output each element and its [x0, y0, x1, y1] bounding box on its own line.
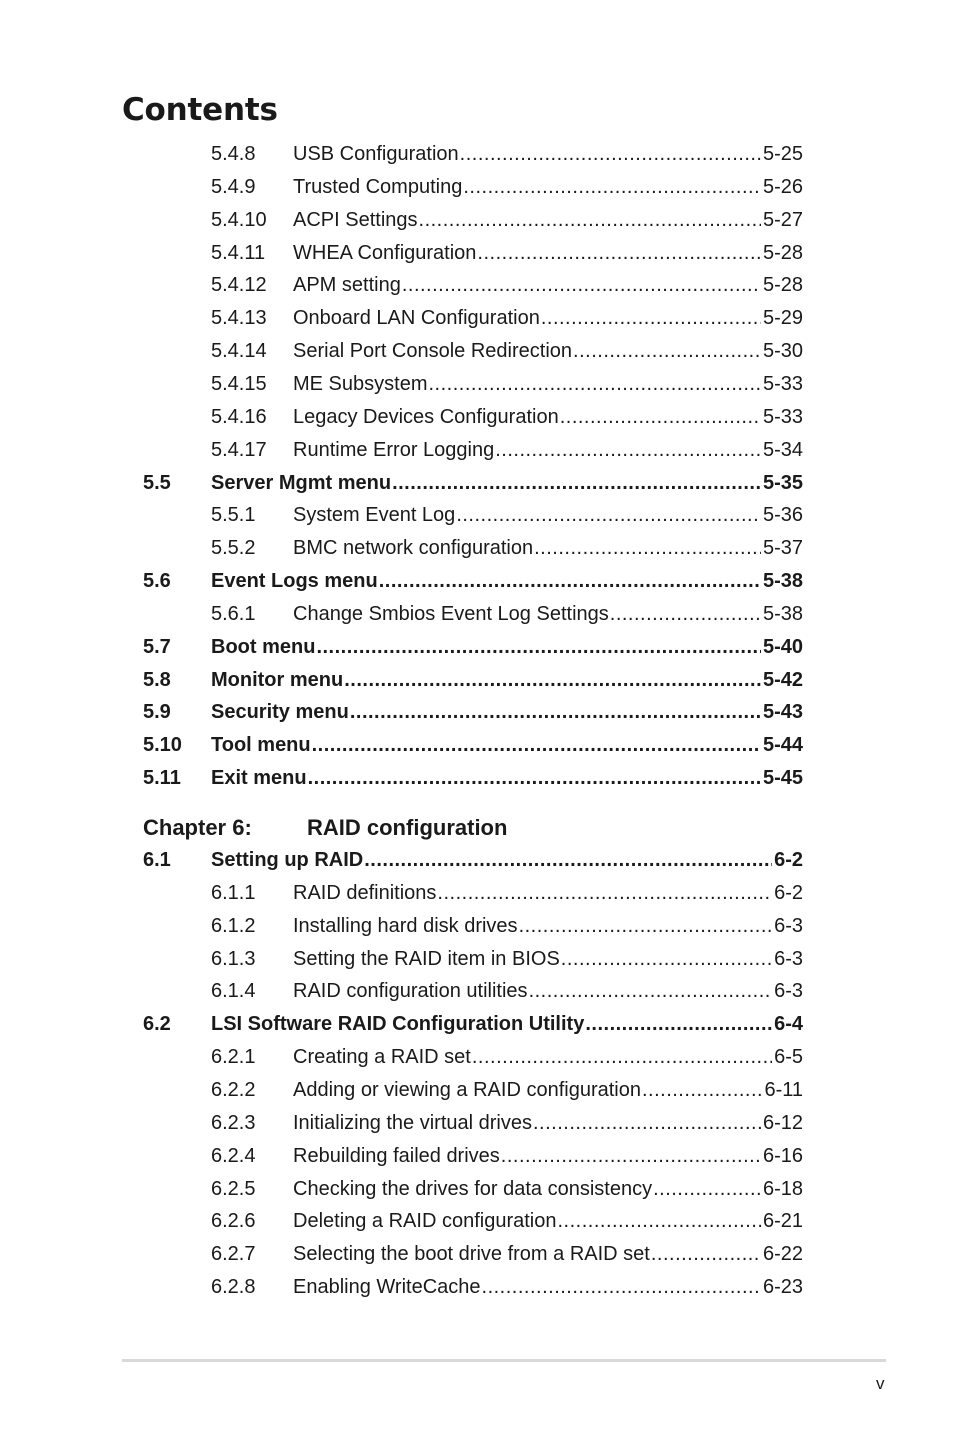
toc-entry-title: RAID definitions: [293, 881, 437, 904]
dot-leader: [316, 636, 761, 659]
toc-entry: [143, 1013, 803, 1045]
toc-entry-page: 5-42: [762, 668, 803, 691]
toc-entry-number: 6.2.2: [211, 1078, 256, 1101]
dot-leader: [529, 980, 773, 1003]
toc-entry-number: 5.5.2: [211, 537, 256, 560]
toc-entry-page: 6-3: [774, 980, 803, 1003]
toc-entry-page: 6-12: [762, 1111, 803, 1134]
toc-entry-number: 5.7: [143, 635, 171, 658]
toc-entry-title: USB Configuration: [293, 143, 459, 165]
toc-entry-page: 5-33: [762, 372, 803, 395]
toc-entry-number: 6.1.1: [211, 881, 256, 904]
toc-entry-number: 5.4.11: [211, 241, 266, 264]
toc-entry: [211, 143, 803, 175]
dot-leader: [364, 849, 772, 872]
toc-entry-number: 5.4.9: [211, 175, 256, 198]
toc-entry-number: 5.8: [143, 668, 171, 691]
toc-entry-title: LSI Software RAID Configuration Utility: [211, 1013, 585, 1036]
toc-entry: [143, 701, 803, 733]
toc-entry-page: 5-25: [762, 143, 803, 165]
toc-entry-title: Exit menu: [211, 767, 307, 790]
toc-entry: [143, 472, 803, 504]
dot-leader: [379, 570, 761, 593]
toc-entry: [211, 209, 803, 241]
dot-leader: [460, 143, 761, 166]
toc-entry-title: ACPI Settings: [293, 208, 418, 231]
toc-entry: [211, 603, 803, 635]
toc-entry: [211, 537, 803, 569]
toc-entry-number: 6.2.7: [211, 1243, 256, 1266]
toc-entry-number: 6.1.2: [211, 914, 256, 937]
toc-entry-title: ME Subsystem: [293, 372, 428, 395]
toc-entry: [211, 242, 803, 274]
dot-leader: [561, 948, 772, 971]
toc-entry-number: 6.2.1: [211, 1046, 256, 1069]
toc-entry-page: 6-16: [762, 1144, 803, 1167]
toc-entry-number: 6.2: [143, 1013, 171, 1036]
toc-entry-number: 5.4.10: [211, 208, 267, 231]
toc-entry-number: 5.4.8: [211, 143, 256, 165]
toc-entry-title: WHEA Configuration: [293, 241, 477, 264]
toc-entry-page: 6-23: [762, 1276, 803, 1299]
toc-entry-title: Checking the drives for data consistency: [293, 1177, 653, 1200]
toc-entry-title: Legacy Devices Configuration: [293, 405, 559, 428]
toc-entry-title: Monitor menu: [211, 668, 344, 691]
toc-entry-title: RAID configuration utilities: [293, 980, 528, 1003]
toc-entry-page: 5-28: [762, 274, 803, 297]
toc-entry-title: Onboard LAN Configuration: [293, 307, 540, 330]
dot-leader: [419, 209, 761, 232]
toc-entry-title: Selecting the boot drive from a RAID set: [293, 1243, 650, 1266]
toc-entry: [211, 274, 803, 306]
toc-entry-page: 6-18: [762, 1177, 803, 1200]
toc-entry: [211, 948, 803, 980]
toc-entry-page: 5-34: [762, 438, 803, 461]
toc-entry-page: 6-2: [774, 881, 803, 904]
toc-entry-number: 5.9: [143, 701, 171, 724]
toc-entry-page: 5-35: [762, 471, 803, 494]
toc-entry-number: 5.10: [143, 734, 182, 757]
toc-entry-page: 6-3: [774, 914, 803, 937]
dot-leader: [344, 669, 761, 692]
toc-entry-page: 5-28: [762, 241, 803, 264]
toc-entry-title: Security menu: [211, 701, 349, 724]
toc-entry: [211, 980, 803, 1012]
toc-entry-number: 5.4.17: [211, 438, 267, 461]
toc-entry-page: 5-30: [762, 340, 803, 363]
toc-entry-number: 5.4.13: [211, 307, 267, 330]
toc-entry-page: 6-21: [762, 1210, 803, 1233]
dot-leader: [541, 307, 761, 330]
dot-leader: [501, 1145, 761, 1168]
toc-entry-page: 5-38: [762, 602, 803, 625]
toc-entry-number: 5.4.14: [211, 340, 267, 363]
toc-entry: [211, 1210, 803, 1242]
dot-leader: [560, 406, 761, 429]
toc-entry-title: Server Mgmt menu: [211, 471, 392, 494]
toc-entry-title: Change Smbios Event Log Settings: [293, 602, 609, 625]
toc-entry-title: Boot menu: [211, 635, 316, 658]
dot-leader: [456, 504, 761, 527]
dot-leader: [653, 1178, 761, 1201]
toc-entry: [211, 1243, 803, 1275]
dot-leader: [534, 537, 761, 560]
dot-leader: [472, 1046, 772, 1069]
toc-entry-page: 5-33: [762, 405, 803, 428]
dot-leader: [392, 472, 761, 495]
chapter-label: Chapter 6:: [143, 815, 252, 840]
toc-entry-number: 6.1: [143, 849, 171, 871]
toc-entry-title: Runtime Error Logging: [293, 438, 495, 461]
toc-entry: [211, 1079, 803, 1111]
toc-entry-page: 6-11: [764, 1078, 803, 1101]
toc-entry-page: 5-44: [762, 734, 803, 757]
dot-leader: [495, 439, 761, 462]
toc-entry: [211, 307, 803, 339]
page-number: v: [876, 1374, 885, 1393]
toc-entry-number: 6.2.5: [211, 1177, 256, 1200]
toc-entry-number: 6.1.3: [211, 947, 256, 970]
toc-entry-page: 5-36: [762, 504, 803, 527]
toc-entry-page: 6-22: [762, 1243, 803, 1266]
dot-leader: [557, 1210, 760, 1233]
toc-entry: [211, 504, 803, 536]
chapter-heading: [143, 815, 507, 841]
toc-entry: [211, 1046, 803, 1078]
toc-entry-page: 5-43: [762, 701, 803, 724]
toc-entry: [211, 373, 803, 405]
page-title: Contents: [122, 92, 278, 128]
toc-entry-page: 5-29: [762, 307, 803, 330]
toc-entry-title: Rebuilding failed drives: [293, 1144, 500, 1167]
toc-entry-title: Initializing the virtual drives: [293, 1111, 532, 1134]
toc-entry-title: BMC network configuration: [293, 537, 534, 560]
toc-entry: [143, 636, 803, 668]
toc-entry-title: Creating a RAID set: [293, 1046, 471, 1069]
toc-entry-page: 5-40: [762, 635, 803, 658]
toc-entry-number: 5.4.12: [211, 274, 267, 297]
toc-entry-page: 6-3: [774, 947, 803, 970]
toc-entry-page: 6-2: [774, 849, 803, 871]
toc-entry-page: 5-27: [762, 208, 803, 231]
toc-entry: [211, 439, 803, 471]
toc-entry: [143, 767, 803, 799]
toc-entry-page: 5-38: [762, 570, 803, 593]
toc-entry-number: 6.1.4: [211, 980, 256, 1003]
toc-entry-number: 5.4.15: [211, 372, 267, 395]
toc-entry-title: Serial Port Console Redirection: [293, 340, 573, 363]
dot-leader: [402, 274, 761, 297]
toc-entry: [211, 882, 803, 914]
toc-entry-title: Tool menu: [211, 734, 311, 757]
dot-leader: [312, 734, 761, 757]
toc-entry-page: 5-37: [762, 537, 803, 560]
toc-entry: [211, 406, 803, 438]
toc-entry: [211, 1112, 803, 1144]
dot-leader: [642, 1079, 762, 1102]
toc-entry-number: 5.6: [143, 570, 171, 593]
toc-entry-number: 5.4.16: [211, 405, 267, 428]
dot-leader: [437, 882, 772, 905]
chapter-title: RAID configuration: [307, 815, 508, 840]
toc-entry: [211, 340, 803, 372]
toc-entry-number: 5.11: [143, 767, 181, 790]
toc-entry: [143, 849, 803, 881]
toc-entry-page: 5-45: [762, 767, 803, 790]
toc-entry-page: 5-26: [762, 175, 803, 198]
toc-entry-number: 6.2.3: [211, 1111, 256, 1134]
dot-leader: [463, 176, 761, 199]
toc-entry-title: APM setting: [293, 274, 401, 297]
toc-entry: [211, 1178, 803, 1210]
dot-leader: [477, 242, 761, 265]
toc-entry-title: Deleting a RAID configuration: [293, 1210, 557, 1233]
toc-entry-page: 6-5: [774, 1046, 803, 1069]
dot-leader: [519, 915, 773, 938]
toc-entry-number: 6.2.6: [211, 1210, 256, 1233]
dot-leader: [651, 1243, 761, 1266]
dot-leader: [482, 1276, 761, 1299]
toc-entry-number: 6.2.8: [211, 1276, 256, 1299]
toc-entry-title: Adding or viewing a RAID configuration: [293, 1078, 641, 1101]
toc-entry-title: Setting the RAID item in BIOS: [293, 947, 560, 970]
toc-entry-number: 5.6.1: [211, 602, 256, 625]
toc-entry: [143, 570, 803, 602]
footer-rule: [122, 1359, 886, 1362]
dot-leader: [610, 603, 761, 626]
toc-entry: [211, 1276, 803, 1308]
toc-entry-title: System Event Log: [293, 504, 456, 527]
toc-entry-page: 6-4: [774, 1013, 803, 1036]
toc-entry-title: Enabling WriteCache: [293, 1276, 481, 1299]
toc-entry: [143, 734, 803, 766]
toc-entry: [211, 176, 803, 208]
dot-leader: [350, 701, 761, 724]
toc-entry: [211, 1145, 803, 1177]
dot-leader: [573, 340, 761, 363]
toc-entry-title: Installing hard disk drives: [293, 914, 518, 937]
dot-leader: [428, 373, 760, 396]
toc-entry: [143, 669, 803, 701]
toc-entry-number: 5.5.1: [211, 504, 256, 527]
dot-leader: [585, 1013, 772, 1036]
toc-entry-number: 6.2.4: [211, 1144, 256, 1167]
toc-entry-title: Setting up RAID: [211, 849, 364, 871]
toc-entry: [211, 915, 803, 947]
toc-entry-number: 5.5: [143, 471, 171, 494]
toc-entry-title: Trusted Computing: [293, 175, 463, 198]
dot-leader: [533, 1112, 761, 1135]
toc-entry-title: Event Logs menu: [211, 570, 378, 593]
dot-leader: [308, 767, 761, 790]
